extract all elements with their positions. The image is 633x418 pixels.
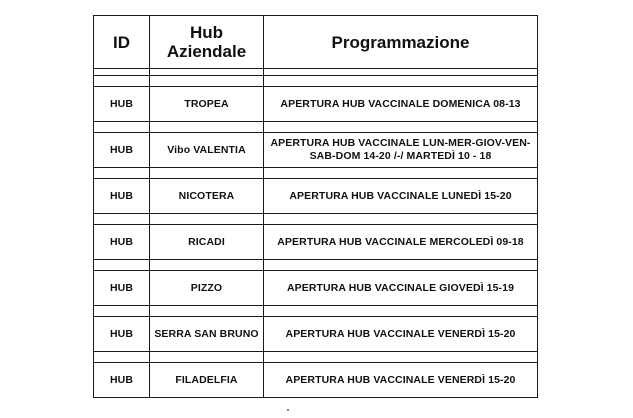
header-id: ID: [94, 16, 150, 69]
table-row: [94, 363, 538, 398]
row-hub: RICADI: [150, 225, 264, 260]
row-id: HUB: [94, 271, 150, 306]
table-row: [94, 133, 538, 168]
row-schedule: APERTURA HUB VACCINALE VENERDÌ 15-20: [264, 317, 538, 352]
row-hub: PIZZO: [150, 271, 264, 306]
row-schedule: [264, 133, 538, 168]
table-header-row: [94, 16, 538, 69]
vaccination-hub-schedule-table: [93, 15, 538, 398]
row-schedule: APERTURA HUB VACCINALE VENERDÌ 15-20: [264, 363, 538, 398]
row-schedule: APERTURA HUB VACCINALE GIOVEDÌ 15-19: [264, 271, 538, 306]
row-hub: NICOTERA: [150, 179, 264, 214]
row-id: HUB: [94, 363, 150, 398]
header-hub: [150, 16, 264, 69]
scan-speck: [287, 409, 289, 411]
spacer-row: [94, 122, 538, 133]
table-row: [94, 271, 538, 306]
spacer-row: [94, 76, 538, 87]
row-hub: TROPEA: [150, 87, 264, 122]
row-id: HUB: [94, 317, 150, 352]
header-hub-line2: Aziendale: [166, 42, 247, 61]
row-id: HUB: [94, 133, 150, 168]
table-row: [94, 87, 538, 122]
spacer-row: [94, 69, 538, 76]
header-programmazione: Programmazione: [264, 16, 538, 69]
spacer-row: [94, 214, 538, 225]
table-row: [94, 317, 538, 352]
row-id: HUB: [94, 87, 150, 122]
row-schedule-line1: APERTURA HUB VACCINALE LUN-MER-GIOV-VEN-: [270, 137, 531, 149]
row-id: HUB: [94, 179, 150, 214]
row-id: HUB: [94, 225, 150, 260]
row-schedule: APERTURA HUB VACCINALE DOMENICA 08-13: [264, 87, 538, 122]
row-hub: SERRA SAN BRUNO: [150, 317, 264, 352]
header-hub-line1: Hub: [189, 23, 224, 42]
row-schedule: APERTURA HUB VACCINALE MERCOLEDÌ 09-18: [264, 225, 538, 260]
spacer-row: [94, 306, 538, 317]
spacer-row: [94, 260, 538, 271]
spacer-row: [94, 352, 538, 363]
row-schedule-line2: SAB-DOM 14-20 /-/ MARTEDÌ 10 - 18: [309, 150, 492, 162]
table-row: [94, 179, 538, 214]
table-row: [94, 225, 538, 260]
row-hub: Vibo VALENTIA: [150, 133, 264, 168]
row-hub: FILADELFIA: [150, 363, 264, 398]
spacer-row: [94, 168, 538, 179]
row-schedule: APERTURA HUB VACCINALE LUNEDÌ 15-20: [264, 179, 538, 214]
